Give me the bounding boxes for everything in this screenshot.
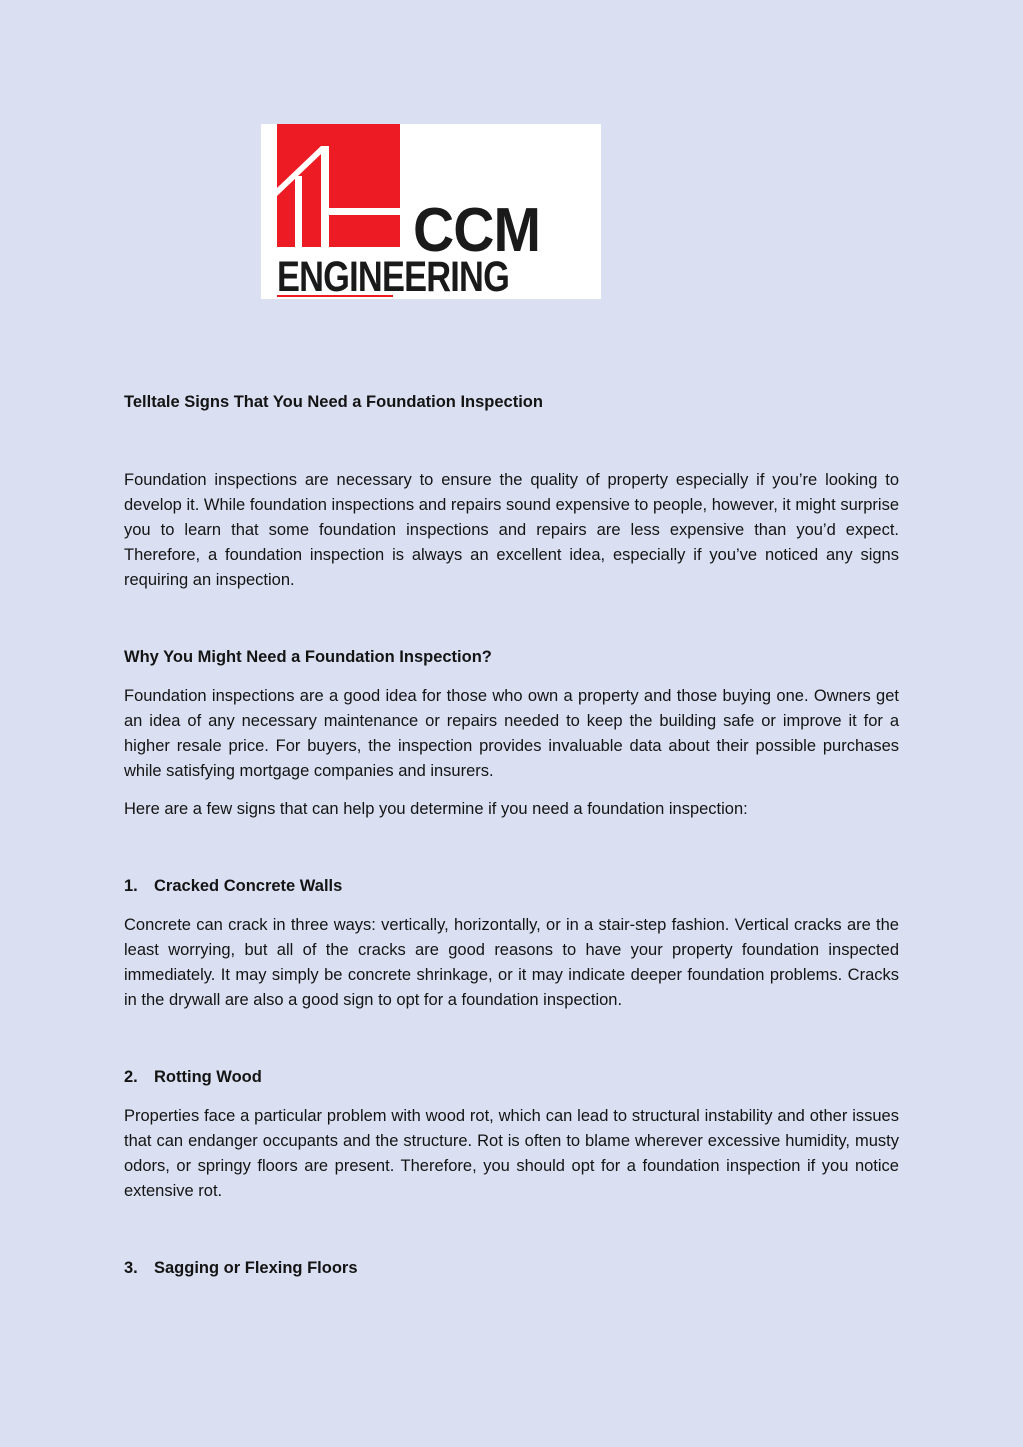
intro-paragraph: Foundation inspections are necessary to ensure the quality of property especially if you’re looking to develop it. While foundation inspections and repairs sound expensive to people, however, it might surprise you to learn that some foundation inspections and repairs are less expensive than you’d expect. Therefore, a foundation inspection is always an excellent idea, especially if you’ve noticed any signs requiring an inspection. [124,471,899,589]
sign-2-number: 2. [124,1068,138,1086]
sign-1-body: Concrete can crack in three ways: vertically, horizontally, or in a stair-step fashion. Vertical cracks are the least worrying, but all of the cracks are good reasons to have your property foundation inspected immediately. It may simply be concrete shrinkage, or it may indicate deeper foundation problems. Cracks in the drywall are also a good sign to opt for a foundation inspection. [124,916,899,1009]
sign-3-number: 3. [124,1259,138,1277]
sign-1-heading [124,874,899,899]
logo-ccm-text: CCM [413,196,541,265]
page-title: Telltale Signs That You Need a Foundation Inspection [124,393,543,411]
document-body [124,390,899,1281]
logo-engineering-text: ENGINEERING [277,253,510,299]
why-paragraph: Foundation inspections are a good idea for those who own a property and those buying one. Owners get an idea of any necessary maintenance or repairs needed to keep the building safe or improve it for a higher resale price. For buyers, the inspection provides invaluable data about their possible purchases while satisfying mortgage companies and insurers. [124,687,899,780]
sign-1-number: 1. [124,877,138,895]
sign-1-title: Cracked Concrete Walls [154,877,343,895]
sign-3-heading [124,1256,899,1281]
ccm-engineering-logo [261,124,601,299]
why-heading: Why You Might Need a Foundation Inspection? [124,648,492,666]
sign-2-body: Properties face a particular problem with wood rot, which can lead to structural instability and other issues that can endanger occupants and the structure. Rot is often to blame wherever excessive humidity, musty odors, or springy floors are present. Therefore, you should opt for a foundation inspection if you notice extensive rot. [124,1107,899,1200]
sign-3-title: Sagging or Flexing Floors [154,1259,358,1277]
sign-2-heading [124,1065,899,1090]
sign-2-title: Rotting Wood [154,1068,262,1086]
signs-intro-paragraph: Here are a few signs that can help you determine if you need a foundation inspection: [124,800,748,818]
